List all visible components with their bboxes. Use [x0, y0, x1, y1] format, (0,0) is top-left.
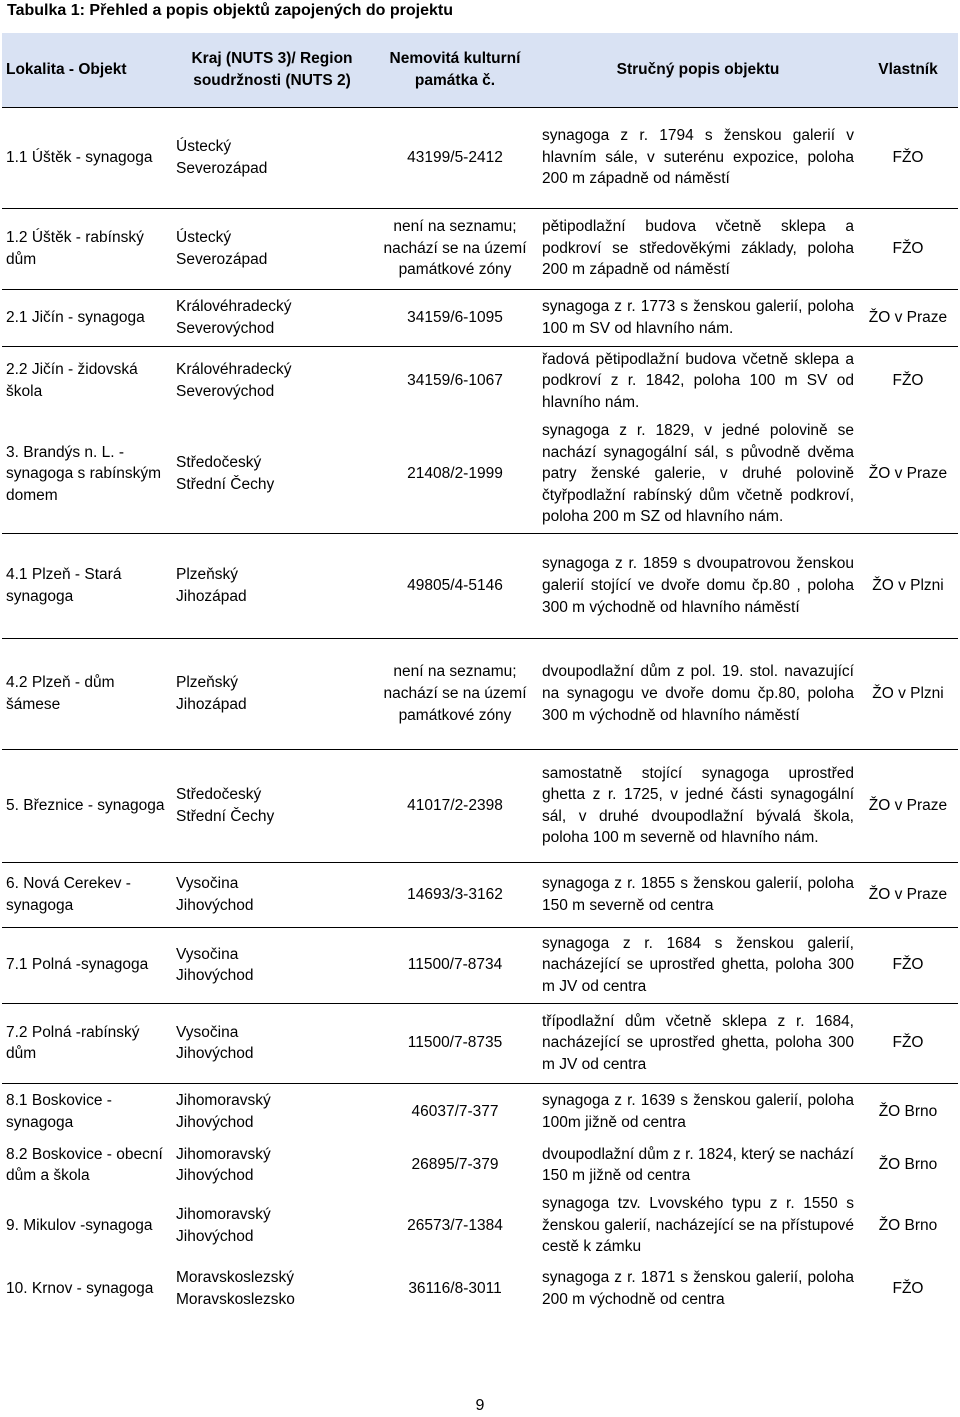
cell-lokalita: 5. Březnice - synagoga [2, 749, 172, 862]
cell-pamatka: 11500/7-8734 [372, 927, 538, 1003]
header-vlastnik: Vlastník [858, 33, 958, 107]
header-pamatka: Nemovitá kulturní památka č. [372, 33, 538, 107]
table-row [2, 1260, 958, 1318]
cell-vlastnik: ŽO v Plzni [858, 638, 958, 749]
cell-popis: řadová pětipodlažní budova včetně sklepa a podkroví z r. 1842, poloha 100 m SV od hlavního nám. [538, 346, 858, 415]
cell-kraj [172, 208, 372, 289]
cell-lokalita: 1.1 Úštěk - synagoga [6, 148, 153, 166]
cell-kraj [172, 927, 372, 1003]
cell-lokalita: 9. Mikulov -synagoga [6, 1216, 153, 1234]
cell-pamatka: 34159/6-1095 [372, 289, 538, 346]
table-row [2, 749, 958, 862]
cell-kraj [172, 1003, 372, 1083]
kraj-name: Plzeňský [176, 566, 239, 584]
cell-lokalita: 2.1 Jičín - synagoga [2, 289, 172, 346]
region-name: Severovýchod [176, 319, 275, 337]
cell-pamatka: 43199/5-2412 [407, 148, 503, 166]
cell-pamatka: 14693/3-3162 [372, 862, 538, 927]
kraj-name: Jihomoravský [176, 1091, 271, 1109]
table-caption: Tabulka 1: Přehled a popis objektů zapojených do projektu [7, 2, 453, 19]
cell-lokalita: 4.2 Plzeň - dům šámese [2, 638, 172, 749]
region-name: Jihovýchod [176, 967, 254, 985]
kraj-name: Moravskoslezský [176, 1269, 294, 1287]
cell-kraj [172, 749, 372, 862]
cell-popis: synagoga z r. 1829, v jedné polovině se nachází synagogální sál, s původně dvěma patry ženské galerie, v druhé polovině čtyřpodlažní rabínský dům včetně podkroví, poloha 200 m SZ od hlavního nám. [542, 422, 854, 526]
cell-lokalita: 8.1 Boskovice - synagoga [2, 1083, 172, 1139]
kraj-name: Středočeský [176, 454, 262, 472]
table-row [2, 346, 958, 415]
kraj-name: Ústecký [176, 137, 232, 155]
table-row [2, 415, 958, 533]
cell-pamatka: 26895/7-379 [411, 1156, 499, 1174]
cell-vlastnik: ŽO v Praze [858, 289, 958, 346]
cell-kraj [172, 415, 372, 533]
kraj-name: Vysočina [176, 1023, 239, 1041]
cell-pamatka: 21408/2-1999 [407, 465, 503, 483]
cell-vlastnik: FŽO [858, 346, 958, 415]
cell-pamatka: 26573/7-1384 [407, 1216, 503, 1234]
cell-kraj [172, 638, 372, 749]
cell-popis: synagoga z r. 1871 s ženskou galerií, poloha 200 m východně od centra [542, 1269, 854, 1309]
cell-lokalita: 7.1 Polná -synagoga [2, 927, 172, 1003]
cell-vlastnik: ŽO v Praze [868, 465, 948, 483]
cell-popis: synagoga z r. 1859 s dvoupatrovou ženskou galerií stojící ve dvoře domu čp.80 , poloha 300 m východně od hlavního náměstí [538, 533, 858, 638]
cell-popis: pětipodlažní budova včetně sklepa a podkroví se středověkými základy, poloha 200 m západně od náměstí [538, 208, 858, 289]
cell-vlastnik: FŽO [892, 1280, 924, 1298]
region-name: Jihovýchod [176, 1167, 254, 1185]
cell-kraj [172, 289, 372, 346]
cell-vlastnik: FŽO [858, 927, 958, 1003]
page-number: 9 [475, 1397, 485, 1414]
kraj-name: Středočeský [176, 786, 262, 804]
cell-popis: třípodlažní dům včetně sklepa z r. 1684, nacházející se uprostřed ghetta, poloha 300 m JV od centra [538, 1003, 858, 1083]
objects-table [2, 33, 958, 1318]
cell-lokalita: 1.2 Úštěk - rabínský dům [2, 208, 172, 289]
cell-lokalita: 6. Nová Cerekev - synagoga [2, 862, 172, 927]
table-row [2, 1139, 958, 1191]
region-name: Střední Čechy [176, 476, 275, 494]
cell-popis: dvoupodlažní dům z pol. 19. stol. navazující na synagogu ve dvoře domu čp.80, poloha 300 m východně od hlavního náměstí [538, 638, 858, 749]
cell-lokalita: 10. Krnov - synagoga [6, 1280, 154, 1298]
cell-pamatka: není na seznamu; nachází se na území památkové zóny [372, 638, 538, 749]
cell-kraj [172, 1260, 372, 1318]
cell-pamatka: není na seznamu; nachází se na území památkové zóny [372, 208, 538, 289]
cell-kraj [172, 1083, 372, 1139]
cell-vlastnik: ŽO v Plzni [858, 533, 958, 638]
region-name: Severovýchod [176, 382, 275, 400]
table-row [2, 638, 958, 749]
table-row [2, 1083, 958, 1139]
cell-vlastnik: ŽO v Praze [858, 862, 958, 927]
table-row [2, 533, 958, 638]
cell-pamatka: 11500/7-8735 [372, 1003, 538, 1083]
cell-popis: synagoga z r. 1639 s ženskou galerií, poloha 100m jižně od centra [538, 1083, 858, 1139]
cell-popis: synagoga z r. 1855 s ženskou galerií, poloha 150 m severně od centra [538, 862, 858, 927]
cell-kraj [172, 107, 372, 208]
cell-pamatka: 46037/7-377 [372, 1083, 538, 1139]
region-name: Jihovýchod [176, 896, 254, 914]
kraj-name: Jihomoravský [176, 1206, 271, 1224]
header-kraj: Kraj (NUTS 3)/ Region soudržnosti (NUTS 2) [172, 33, 372, 107]
table-row [2, 107, 958, 208]
region-name: Jihozápad [176, 587, 247, 605]
region-name: Jihovýchod [176, 1045, 254, 1063]
kraj-name: Královéhradecký [176, 361, 292, 379]
cell-popis: synagoga z r. 1773 s ženskou galerií, poloha 100 m SV od hlavního nám. [538, 289, 858, 346]
table-row [2, 862, 958, 927]
cell-kraj [172, 346, 372, 415]
table-header-row [2, 33, 958, 107]
cell-kraj [172, 1191, 372, 1260]
cell-lokalita: 4.1 Plzeň - Stará synagoga [2, 533, 172, 638]
cell-lokalita: 3. Brandýs n. L. - synagoga s rabínským domem [6, 443, 162, 504]
cell-pamatka: 34159/6-1067 [372, 346, 538, 415]
kraj-name: Vysočina [176, 945, 239, 963]
cell-vlastnik: ŽO v Praze [858, 749, 958, 862]
kraj-name: Královéhradecký [176, 297, 292, 315]
cell-popis: synagoga z r. 1684 s ženskou galerií, nacházející se uprostřed ghetta, poloha 300 m JV od centra [538, 927, 858, 1003]
region-name: Jihovýchod [176, 1227, 254, 1245]
cell-vlastnik: FŽO [858, 208, 958, 289]
kraj-name: Jihomoravský [176, 1145, 271, 1163]
cell-kraj [172, 862, 372, 927]
cell-vlastnik: FŽO [892, 148, 924, 166]
cell-popis: samostatně stojící synagoga uprostřed ghetta z r. 1725, v jedné části synagogální sál, v druhé dvoupodlažní bývalá škola, poloha 100 m severně od hlavního nám. [538, 749, 858, 862]
cell-vlastnik: ŽO Brno [878, 1216, 938, 1234]
cell-lokalita: 7.2 Polná -rabínský dům [2, 1003, 172, 1083]
table-row [2, 927, 958, 1003]
region-name: Jihozápad [176, 695, 247, 713]
table-row [2, 289, 958, 346]
region-name: Severozápad [176, 159, 268, 177]
kraj-name: Vysočina [176, 875, 239, 893]
region-name: Střední Čechy [176, 807, 275, 825]
cell-pamatka: 49805/4-5146 [372, 533, 538, 638]
kraj-name: Ústecký [176, 228, 232, 246]
cell-popis: synagoga z r. 1794 s ženskou galerií v hlavním sále, v suterénu expozice, poloha 200 m západně od náměstí [542, 127, 854, 188]
region-name: Severozápad [176, 250, 268, 268]
region-name: Moravskoslezsko [176, 1291, 295, 1309]
cell-pamatka: 41017/2-2398 [372, 749, 538, 862]
header-popis: Stručný popis objektu [538, 33, 858, 107]
kraj-name: Plzeňský [176, 674, 239, 692]
cell-popis: dvoupodlažní dům z r. 1824, který se nachází 150 m jižně od centra [542, 1145, 854, 1185]
cell-lokalita: 2.2 Jičín - židovská škola [2, 346, 172, 415]
region-name: Jihovýchod [176, 1113, 254, 1131]
table-row [2, 1191, 958, 1260]
cell-lokalita: 8.2 Boskovice - obecní dům a škola [6, 1145, 163, 1185]
cell-popis: synagoga tzv. Lvovského typu z r. 1550 s ženskou galerií, nacházející se na přístupové cestě k zámku [542, 1195, 854, 1256]
cell-kraj [172, 1139, 372, 1191]
cell-pamatka: 36116/8-3011 [408, 1280, 502, 1298]
cell-kraj [172, 533, 372, 638]
cell-vlastnik: ŽO Brno [858, 1083, 958, 1139]
table-row [2, 208, 958, 289]
header-lokalita: Lokalita - Objekt [2, 33, 172, 107]
cell-vlastnik: FŽO [858, 1003, 958, 1083]
cell-vlastnik: ŽO Brno [878, 1156, 938, 1174]
table-row [2, 1003, 958, 1083]
